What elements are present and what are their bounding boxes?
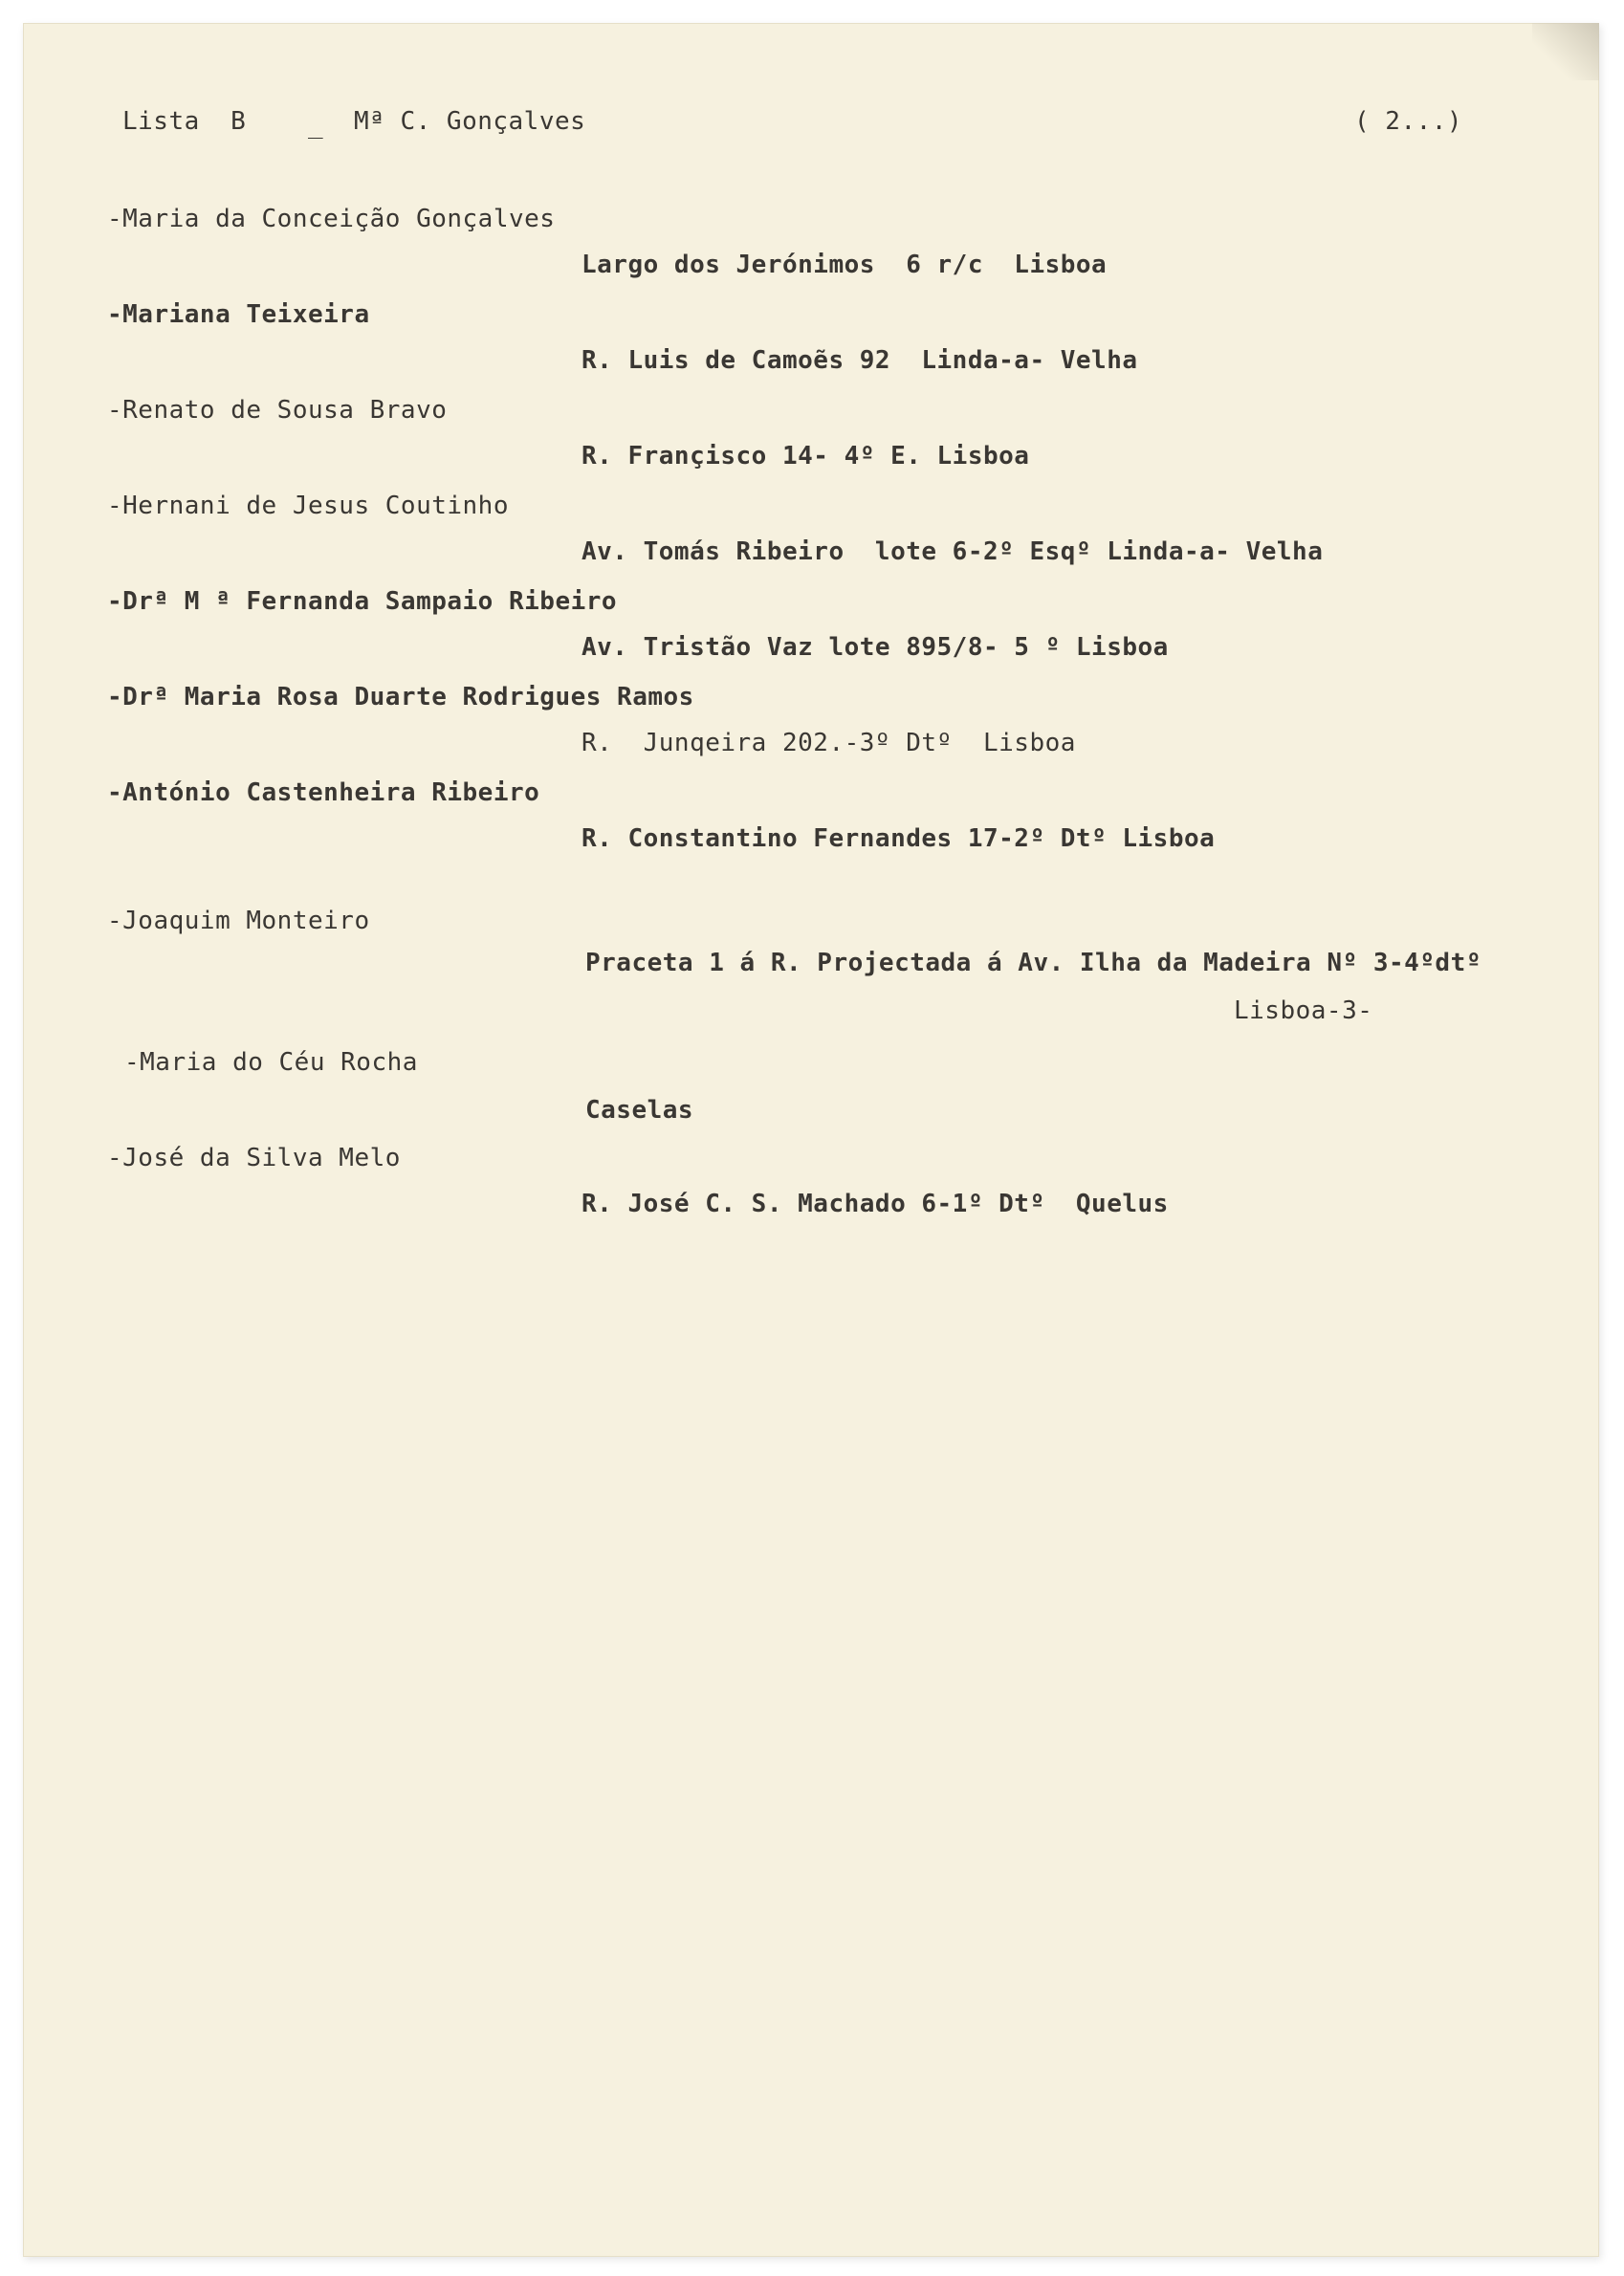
entry-address: R. Constantino Fernandes 17-2º Dtº Lisboa <box>582 824 1216 853</box>
list-label: Lista B <box>122 107 247 136</box>
entry-address: Praceta 1 á R. Projectada á Av. Ilha da Madeira Nº 3-4ºdtº <box>585 949 1481 977</box>
entry-name: -Joaquim Monteiro <box>107 907 370 935</box>
page-number: ( 2...) <box>1354 107 1463 136</box>
entry-name: -Maria da Conceição Gonçalves <box>107 205 556 233</box>
list-author: Mª C. Gonçalves <box>354 107 586 136</box>
entry-address: R. Françisco 14- 4º E. Lisboa <box>582 442 1030 471</box>
entry-address-line2: Lisboa-3- <box>1234 996 1373 1025</box>
header-dash: _ <box>308 111 324 140</box>
entry-address: Caselas <box>585 1096 694 1125</box>
entry-name: -Drª M ª Fernanda Sampaio Ribeiro <box>107 587 618 616</box>
entry-address: R. Luis de Camoẽs 92 Linda-a- Velha <box>582 346 1138 375</box>
entry-address: R. Junqeira 202.-3º Dtº Lisboa <box>582 729 1076 757</box>
entry-name: -Maria do Céu Rocha <box>124 1048 418 1077</box>
entry-name: -José da Silva Melo <box>107 1144 401 1172</box>
entry-address: Largo dos Jerónimos 6 r/c Lisboa <box>582 251 1108 279</box>
entry-address: R. José C. S. Machado 6-1º Dtº Quelus <box>582 1190 1169 1218</box>
entry-name: -Mariana Teixeira <box>107 300 370 329</box>
entry-name: -Hernani de Jesus Coutinho <box>107 492 509 520</box>
entry-address: Av. Tomás Ribeiro lote 6-2º Esqº Linda-a- Velha <box>582 537 1324 566</box>
entry-name: -Renato de Sousa Bravo <box>107 396 448 425</box>
entry-address: Av. Tristão Vaz lote 895/8- 5 º Lisboa <box>582 633 1169 662</box>
entry-name: -António Castenheira Ribeiro <box>107 778 540 807</box>
document-page <box>23 23 1599 2257</box>
entry-name: -Drª Maria Rosa Duarte Rodrigues Ramos <box>107 683 694 711</box>
